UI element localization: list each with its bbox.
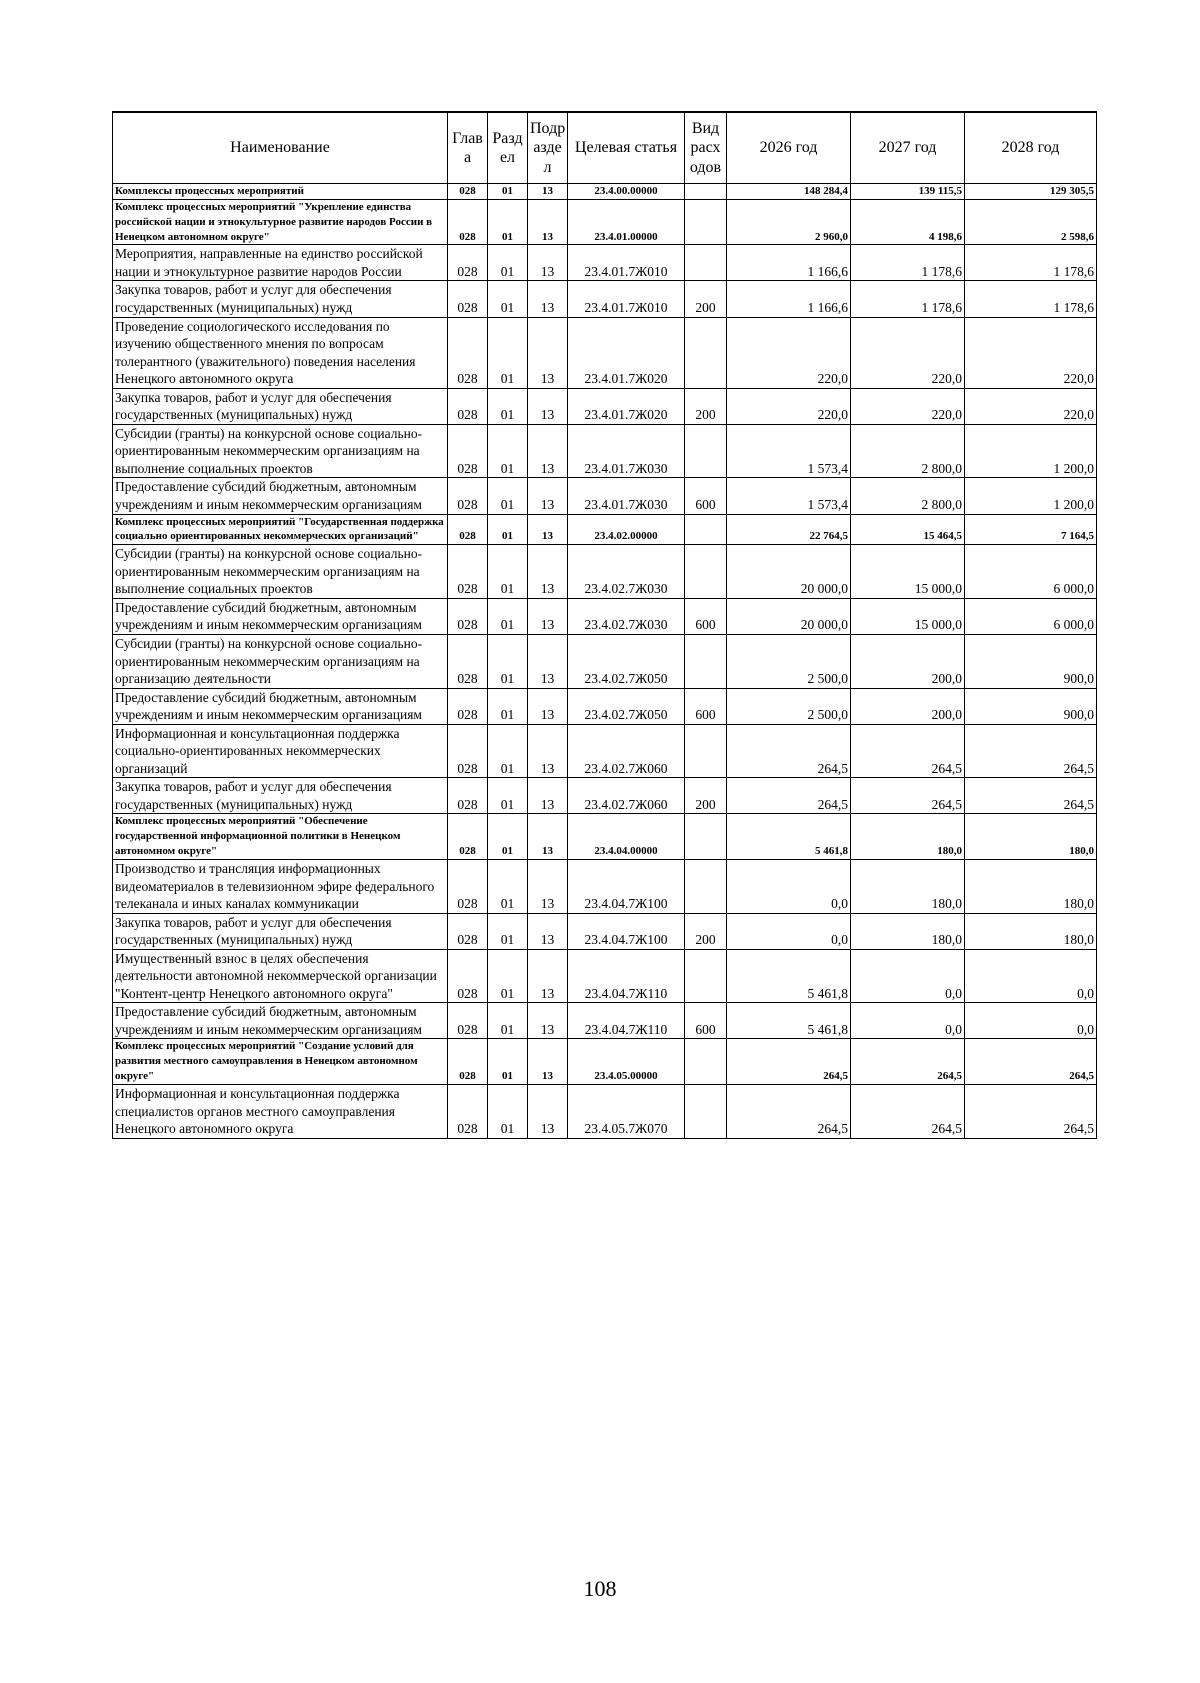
cell-razdel: 01 xyxy=(488,1039,528,1085)
table-row xyxy=(113,635,1097,689)
cell-vid xyxy=(685,199,727,245)
cell-vid xyxy=(685,514,727,545)
cell-statya: 23.4.04.7Ж110 xyxy=(568,949,685,1003)
cell-statya: 23.4.02.7Ж050 xyxy=(568,688,685,724)
header-glava: Глав а xyxy=(448,112,488,184)
cell-glava: 028 xyxy=(448,424,488,478)
table-row xyxy=(113,478,1097,514)
cell-name: Комплексы процессных мероприятий xyxy=(113,184,448,200)
cell-vid xyxy=(685,635,727,689)
cell-name: Субсидии (гранты) на конкурсной основе социально-ориентированным некоммерческим организациям на выполнение социальных проектов xyxy=(113,424,448,478)
header-statya: Целевая статья xyxy=(568,112,685,184)
table-row xyxy=(113,1085,1097,1139)
cell-statya: 23.4.05.00000 xyxy=(568,1039,685,1085)
cell-glava: 028 xyxy=(448,184,488,200)
cell-2027: 2 800,0 xyxy=(851,424,965,478)
cell-name: Субсидии (гранты) на конкурсной основе социально-ориентированным некоммерческим организациям на организацию деятельности xyxy=(113,635,448,689)
table-row xyxy=(113,317,1097,388)
cell-vid xyxy=(685,1085,727,1139)
cell-podrazdel: 13 xyxy=(528,545,568,599)
cell-2027: 15 464,5 xyxy=(851,514,965,545)
cell-glava: 028 xyxy=(448,478,488,514)
cell-2026: 148 284,4 xyxy=(727,184,851,200)
cell-2027: 1 178,6 xyxy=(851,245,965,281)
cell-podrazdel: 13 xyxy=(528,199,568,245)
cell-name: Предоставление субсидий бюджетным, автономным учреждениям и иным некоммерческим организациям xyxy=(113,598,448,634)
cell-name: Субсидии (гранты) на конкурсной основе социально-ориентированным некоммерческим организациям на выполнение социальных проектов xyxy=(113,545,448,599)
cell-razdel: 01 xyxy=(488,514,528,545)
cell-razdel: 01 xyxy=(488,724,528,778)
cell-glava: 028 xyxy=(448,281,488,317)
cell-glava: 028 xyxy=(448,245,488,281)
cell-name: Предоставление субсидий бюджетным, автономным учреждениям и иным некоммерческим организациям xyxy=(113,478,448,514)
cell-2028: 6 000,0 xyxy=(965,598,1097,634)
cell-vid xyxy=(685,860,727,914)
header-2028: 2028 год xyxy=(965,112,1097,184)
table-row xyxy=(113,598,1097,634)
cell-2026: 264,5 xyxy=(727,1085,851,1139)
table-header xyxy=(113,112,1097,184)
cell-2027: 264,5 xyxy=(851,1039,965,1085)
cell-statya: 23.4.02.7Ж050 xyxy=(568,635,685,689)
cell-2027: 0,0 xyxy=(851,1003,965,1039)
cell-name: Предоставление субсидий бюджетным, автономным учреждениям и иным некоммерческим организациям xyxy=(113,688,448,724)
cell-2027: 200,0 xyxy=(851,688,965,724)
cell-glava: 028 xyxy=(448,545,488,599)
cell-podrazdel: 13 xyxy=(528,281,568,317)
cell-2028: 1 178,6 xyxy=(965,281,1097,317)
cell-vid xyxy=(685,724,727,778)
cell-2028: 6 000,0 xyxy=(965,545,1097,599)
cell-statya: 23.4.02.7Ж030 xyxy=(568,545,685,599)
cell-2027: 264,5 xyxy=(851,778,965,814)
cell-razdel: 01 xyxy=(488,778,528,814)
table-row xyxy=(113,281,1097,317)
cell-statya: 23.4.02.7Ж060 xyxy=(568,724,685,778)
cell-2026: 0,0 xyxy=(727,913,851,949)
cell-vid xyxy=(685,184,727,200)
cell-name: Комплекс процессных мероприятий "Укрепление единства российской нации и этнокультурное развитие народов России в Ненецком автономном округе" xyxy=(113,199,448,245)
cell-2028: 2 598,6 xyxy=(965,199,1097,245)
cell-razdel: 01 xyxy=(488,199,528,245)
table-row xyxy=(113,514,1097,545)
cell-2026: 264,5 xyxy=(727,1039,851,1085)
cell-razdel: 01 xyxy=(488,388,528,424)
cell-name: Предоставление субсидий бюджетным, автономным учреждениям и иным некоммерческим организациям xyxy=(113,1003,448,1039)
cell-statya: 23.4.00.00000 xyxy=(568,184,685,200)
cell-razdel: 01 xyxy=(488,1085,528,1139)
cell-podrazdel: 13 xyxy=(528,514,568,545)
cell-podrazdel: 13 xyxy=(528,1039,568,1085)
cell-2027: 15 000,0 xyxy=(851,598,965,634)
table-row xyxy=(113,949,1097,1003)
cell-glava: 028 xyxy=(448,688,488,724)
cell-2027: 139 115,5 xyxy=(851,184,965,200)
cell-vid: 200 xyxy=(685,913,727,949)
cell-2028: 0,0 xyxy=(965,949,1097,1003)
cell-2027: 2 800,0 xyxy=(851,478,965,514)
cell-razdel: 01 xyxy=(488,424,528,478)
cell-name: Закупка товаров, работ и услуг для обеспечения государственных (муниципальных) нужд xyxy=(113,913,448,949)
cell-2026: 220,0 xyxy=(727,317,851,388)
table-row xyxy=(113,545,1097,599)
table-body xyxy=(113,184,1097,1139)
cell-vid xyxy=(685,1039,727,1085)
table-row xyxy=(113,184,1097,200)
cell-2028: 264,5 xyxy=(965,1085,1097,1139)
cell-2028: 1 178,6 xyxy=(965,245,1097,281)
table-row xyxy=(113,199,1097,245)
cell-razdel: 01 xyxy=(488,688,528,724)
cell-podrazdel: 13 xyxy=(528,1085,568,1139)
cell-glava: 028 xyxy=(448,724,488,778)
header-razdel: Разд ел xyxy=(488,112,528,184)
cell-2028: 264,5 xyxy=(965,724,1097,778)
header-row xyxy=(113,112,1097,184)
cell-2026: 1 166,6 xyxy=(727,245,851,281)
cell-glava: 028 xyxy=(448,514,488,545)
cell-2026: 5 461,8 xyxy=(727,949,851,1003)
cell-vid xyxy=(685,424,727,478)
cell-name: Комплекс процессных мероприятий "Государственная поддержка социально ориентированных некоммерческих организаций" xyxy=(113,514,448,545)
table-row xyxy=(113,424,1097,478)
cell-2027: 264,5 xyxy=(851,1085,965,1139)
cell-statya: 23.4.01.7Ж020 xyxy=(568,317,685,388)
table-row xyxy=(113,1039,1097,1085)
cell-vid: 600 xyxy=(685,478,727,514)
cell-razdel: 01 xyxy=(488,598,528,634)
cell-podrazdel: 13 xyxy=(528,317,568,388)
table-row xyxy=(113,388,1097,424)
cell-vid xyxy=(685,545,727,599)
cell-2026: 2 500,0 xyxy=(727,635,851,689)
cell-glava: 028 xyxy=(448,1039,488,1085)
cell-glava: 028 xyxy=(448,317,488,388)
cell-2026: 5 461,8 xyxy=(727,1003,851,1039)
cell-2027: 4 198,6 xyxy=(851,199,965,245)
cell-statya: 23.4.04.7Ж100 xyxy=(568,913,685,949)
cell-2028: 1 200,0 xyxy=(965,424,1097,478)
cell-2027: 200,0 xyxy=(851,635,965,689)
cell-glava: 028 xyxy=(448,913,488,949)
cell-statya: 23.4.01.7Ж010 xyxy=(568,281,685,317)
cell-razdel: 01 xyxy=(488,913,528,949)
cell-name: Комплекс процессных мероприятий "Обеспечение государственной информационной политики в Ненецком автономном округе" xyxy=(113,814,448,860)
cell-vid: 200 xyxy=(685,281,727,317)
cell-2026: 2 500,0 xyxy=(727,688,851,724)
header-2026: 2026 год xyxy=(727,112,851,184)
cell-glava: 028 xyxy=(448,1085,488,1139)
cell-podrazdel: 13 xyxy=(528,184,568,200)
cell-2026: 20 000,0 xyxy=(727,598,851,634)
cell-2027: 0,0 xyxy=(851,949,965,1003)
cell-podrazdel: 13 xyxy=(528,478,568,514)
cell-2028: 220,0 xyxy=(965,317,1097,388)
cell-glava: 028 xyxy=(448,860,488,914)
cell-name: Комплекс процессных мероприятий "Создание условий для развития местного самоуправления в Ненецком автономном округе" xyxy=(113,1039,448,1085)
cell-glava: 028 xyxy=(448,814,488,860)
header-name: Наименование xyxy=(113,112,448,184)
table-row xyxy=(113,814,1097,860)
table-row xyxy=(113,1003,1097,1039)
cell-name: Информационная и консультационная поддержка специалистов органов местного самоуправления Ненецкого автономного округа xyxy=(113,1085,448,1139)
cell-2026: 0,0 xyxy=(727,860,851,914)
cell-razdel: 01 xyxy=(488,245,528,281)
cell-2026: 22 764,5 xyxy=(727,514,851,545)
cell-2028: 180,0 xyxy=(965,860,1097,914)
cell-vid: 200 xyxy=(685,778,727,814)
cell-statya: 23.4.04.7Ж110 xyxy=(568,1003,685,1039)
cell-name: Мероприятия, направленные на единство российской нации и этнокультурное развитие народов России xyxy=(113,245,448,281)
cell-2027: 264,5 xyxy=(851,724,965,778)
cell-2027: 220,0 xyxy=(851,388,965,424)
cell-2028: 220,0 xyxy=(965,388,1097,424)
cell-glava: 028 xyxy=(448,778,488,814)
cell-name: Производство и трансляция информационных видеоматериалов в телевизионном эфире федерального телеканала и иных каналах коммуникации xyxy=(113,860,448,914)
header-2027: 2027 год xyxy=(851,112,965,184)
cell-glava: 028 xyxy=(448,388,488,424)
cell-podrazdel: 13 xyxy=(528,814,568,860)
cell-2026: 2 960,0 xyxy=(727,199,851,245)
table-row xyxy=(113,688,1097,724)
cell-2028: 0,0 xyxy=(965,1003,1097,1039)
cell-razdel: 01 xyxy=(488,1003,528,1039)
cell-glava: 028 xyxy=(448,598,488,634)
cell-name: Закупка товаров, работ и услуг для обеспечения государственных (муниципальных) нужд xyxy=(113,388,448,424)
cell-podrazdel: 13 xyxy=(528,778,568,814)
cell-statya: 23.4.01.7Ж030 xyxy=(568,424,685,478)
cell-name: Имущественный взнос в целях обеспечения деятельности автономной некоммерческой организации "Контент-центр Ненецкого автономного округа" xyxy=(113,949,448,1003)
cell-statya: 23.4.02.00000 xyxy=(568,514,685,545)
cell-glava: 028 xyxy=(448,199,488,245)
cell-razdel: 01 xyxy=(488,860,528,914)
cell-name: Информационная и консультационная поддержка социально-ориентированных некоммерческих организаций xyxy=(113,724,448,778)
cell-2027: 180,0 xyxy=(851,814,965,860)
cell-razdel: 01 xyxy=(488,635,528,689)
cell-statya: 23.4.02.7Ж030 xyxy=(568,598,685,634)
table-row xyxy=(113,860,1097,914)
header-vid: Вид расх одов xyxy=(685,112,727,184)
cell-podrazdel: 13 xyxy=(528,1003,568,1039)
cell-glava: 028 xyxy=(448,1003,488,1039)
cell-vid xyxy=(685,317,727,388)
table-row xyxy=(113,724,1097,778)
cell-razdel: 01 xyxy=(488,949,528,1003)
cell-2026: 20 000,0 xyxy=(727,545,851,599)
cell-vid: 600 xyxy=(685,688,727,724)
cell-podrazdel: 13 xyxy=(528,860,568,914)
page-number: 108 xyxy=(583,1576,617,1601)
cell-razdel: 01 xyxy=(488,184,528,200)
cell-vid xyxy=(685,814,727,860)
cell-statya: 23.4.05.7Ж070 xyxy=(568,1085,685,1139)
cell-2027: 180,0 xyxy=(851,913,965,949)
cell-name: Закупка товаров, работ и услуг для обеспечения государственных (муниципальных) нужд xyxy=(113,778,448,814)
cell-statya: 23.4.02.7Ж060 xyxy=(568,778,685,814)
cell-podrazdel: 13 xyxy=(528,688,568,724)
cell-name: Проведение социологического исследования по изучению общественного мнения по вопросам толерантного (уважительного) поведения населения Ненецкого автономного округа xyxy=(113,317,448,388)
cell-2028: 264,5 xyxy=(965,1039,1097,1085)
cell-2026: 220,0 xyxy=(727,388,851,424)
header-podrazdel: Подр азде л xyxy=(528,112,568,184)
cell-2028: 180,0 xyxy=(965,814,1097,860)
cell-statya: 23.4.01.00000 xyxy=(568,199,685,245)
cell-vid: 200 xyxy=(685,388,727,424)
cell-razdel: 01 xyxy=(488,814,528,860)
cell-2027: 1 178,6 xyxy=(851,281,965,317)
cell-2026: 264,5 xyxy=(727,724,851,778)
cell-vid: 600 xyxy=(685,598,727,634)
cell-2027: 220,0 xyxy=(851,317,965,388)
cell-2027: 15 000,0 xyxy=(851,545,965,599)
cell-statya: 23.4.04.00000 xyxy=(568,814,685,860)
cell-statya: 23.4.01.7Ж020 xyxy=(568,388,685,424)
cell-podrazdel: 13 xyxy=(528,724,568,778)
cell-podrazdel: 13 xyxy=(528,913,568,949)
cell-glava: 028 xyxy=(448,635,488,689)
cell-razdel: 01 xyxy=(488,478,528,514)
table-row xyxy=(113,778,1097,814)
cell-2026: 264,5 xyxy=(727,778,851,814)
cell-podrazdel: 13 xyxy=(528,635,568,689)
cell-razdel: 01 xyxy=(488,317,528,388)
cell-2028: 264,5 xyxy=(965,778,1097,814)
cell-vid xyxy=(685,245,727,281)
cell-razdel: 01 xyxy=(488,545,528,599)
cell-statya: 23.4.01.7Ж010 xyxy=(568,245,685,281)
table-row xyxy=(113,245,1097,281)
cell-2026: 1 573,4 xyxy=(727,424,851,478)
budget-table xyxy=(112,111,1097,1139)
cell-vid xyxy=(685,949,727,1003)
cell-glava: 028 xyxy=(448,949,488,1003)
cell-podrazdel: 13 xyxy=(528,388,568,424)
cell-statya: 23.4.04.7Ж100 xyxy=(568,860,685,914)
cell-2028: 900,0 xyxy=(965,688,1097,724)
cell-2028: 900,0 xyxy=(965,635,1097,689)
cell-2028: 129 305,5 xyxy=(965,184,1097,200)
cell-2028: 180,0 xyxy=(965,913,1097,949)
cell-name: Закупка товаров, работ и услуг для обеспечения государственных (муниципальных) нужд xyxy=(113,281,448,317)
cell-2028: 1 200,0 xyxy=(965,478,1097,514)
cell-podrazdel: 13 xyxy=(528,949,568,1003)
table-row xyxy=(113,913,1097,949)
cell-podrazdel: 13 xyxy=(528,245,568,281)
cell-vid: 600 xyxy=(685,1003,727,1039)
cell-2026: 1 573,4 xyxy=(727,478,851,514)
cell-razdel: 01 xyxy=(488,281,528,317)
cell-2028: 7 164,5 xyxy=(965,514,1097,545)
cell-podrazdel: 13 xyxy=(528,598,568,634)
cell-statya: 23.4.01.7Ж030 xyxy=(568,478,685,514)
cell-2027: 180,0 xyxy=(851,860,965,914)
cell-2026: 1 166,6 xyxy=(727,281,851,317)
cell-2026: 5 461,8 xyxy=(727,814,851,860)
cell-podrazdel: 13 xyxy=(528,424,568,478)
